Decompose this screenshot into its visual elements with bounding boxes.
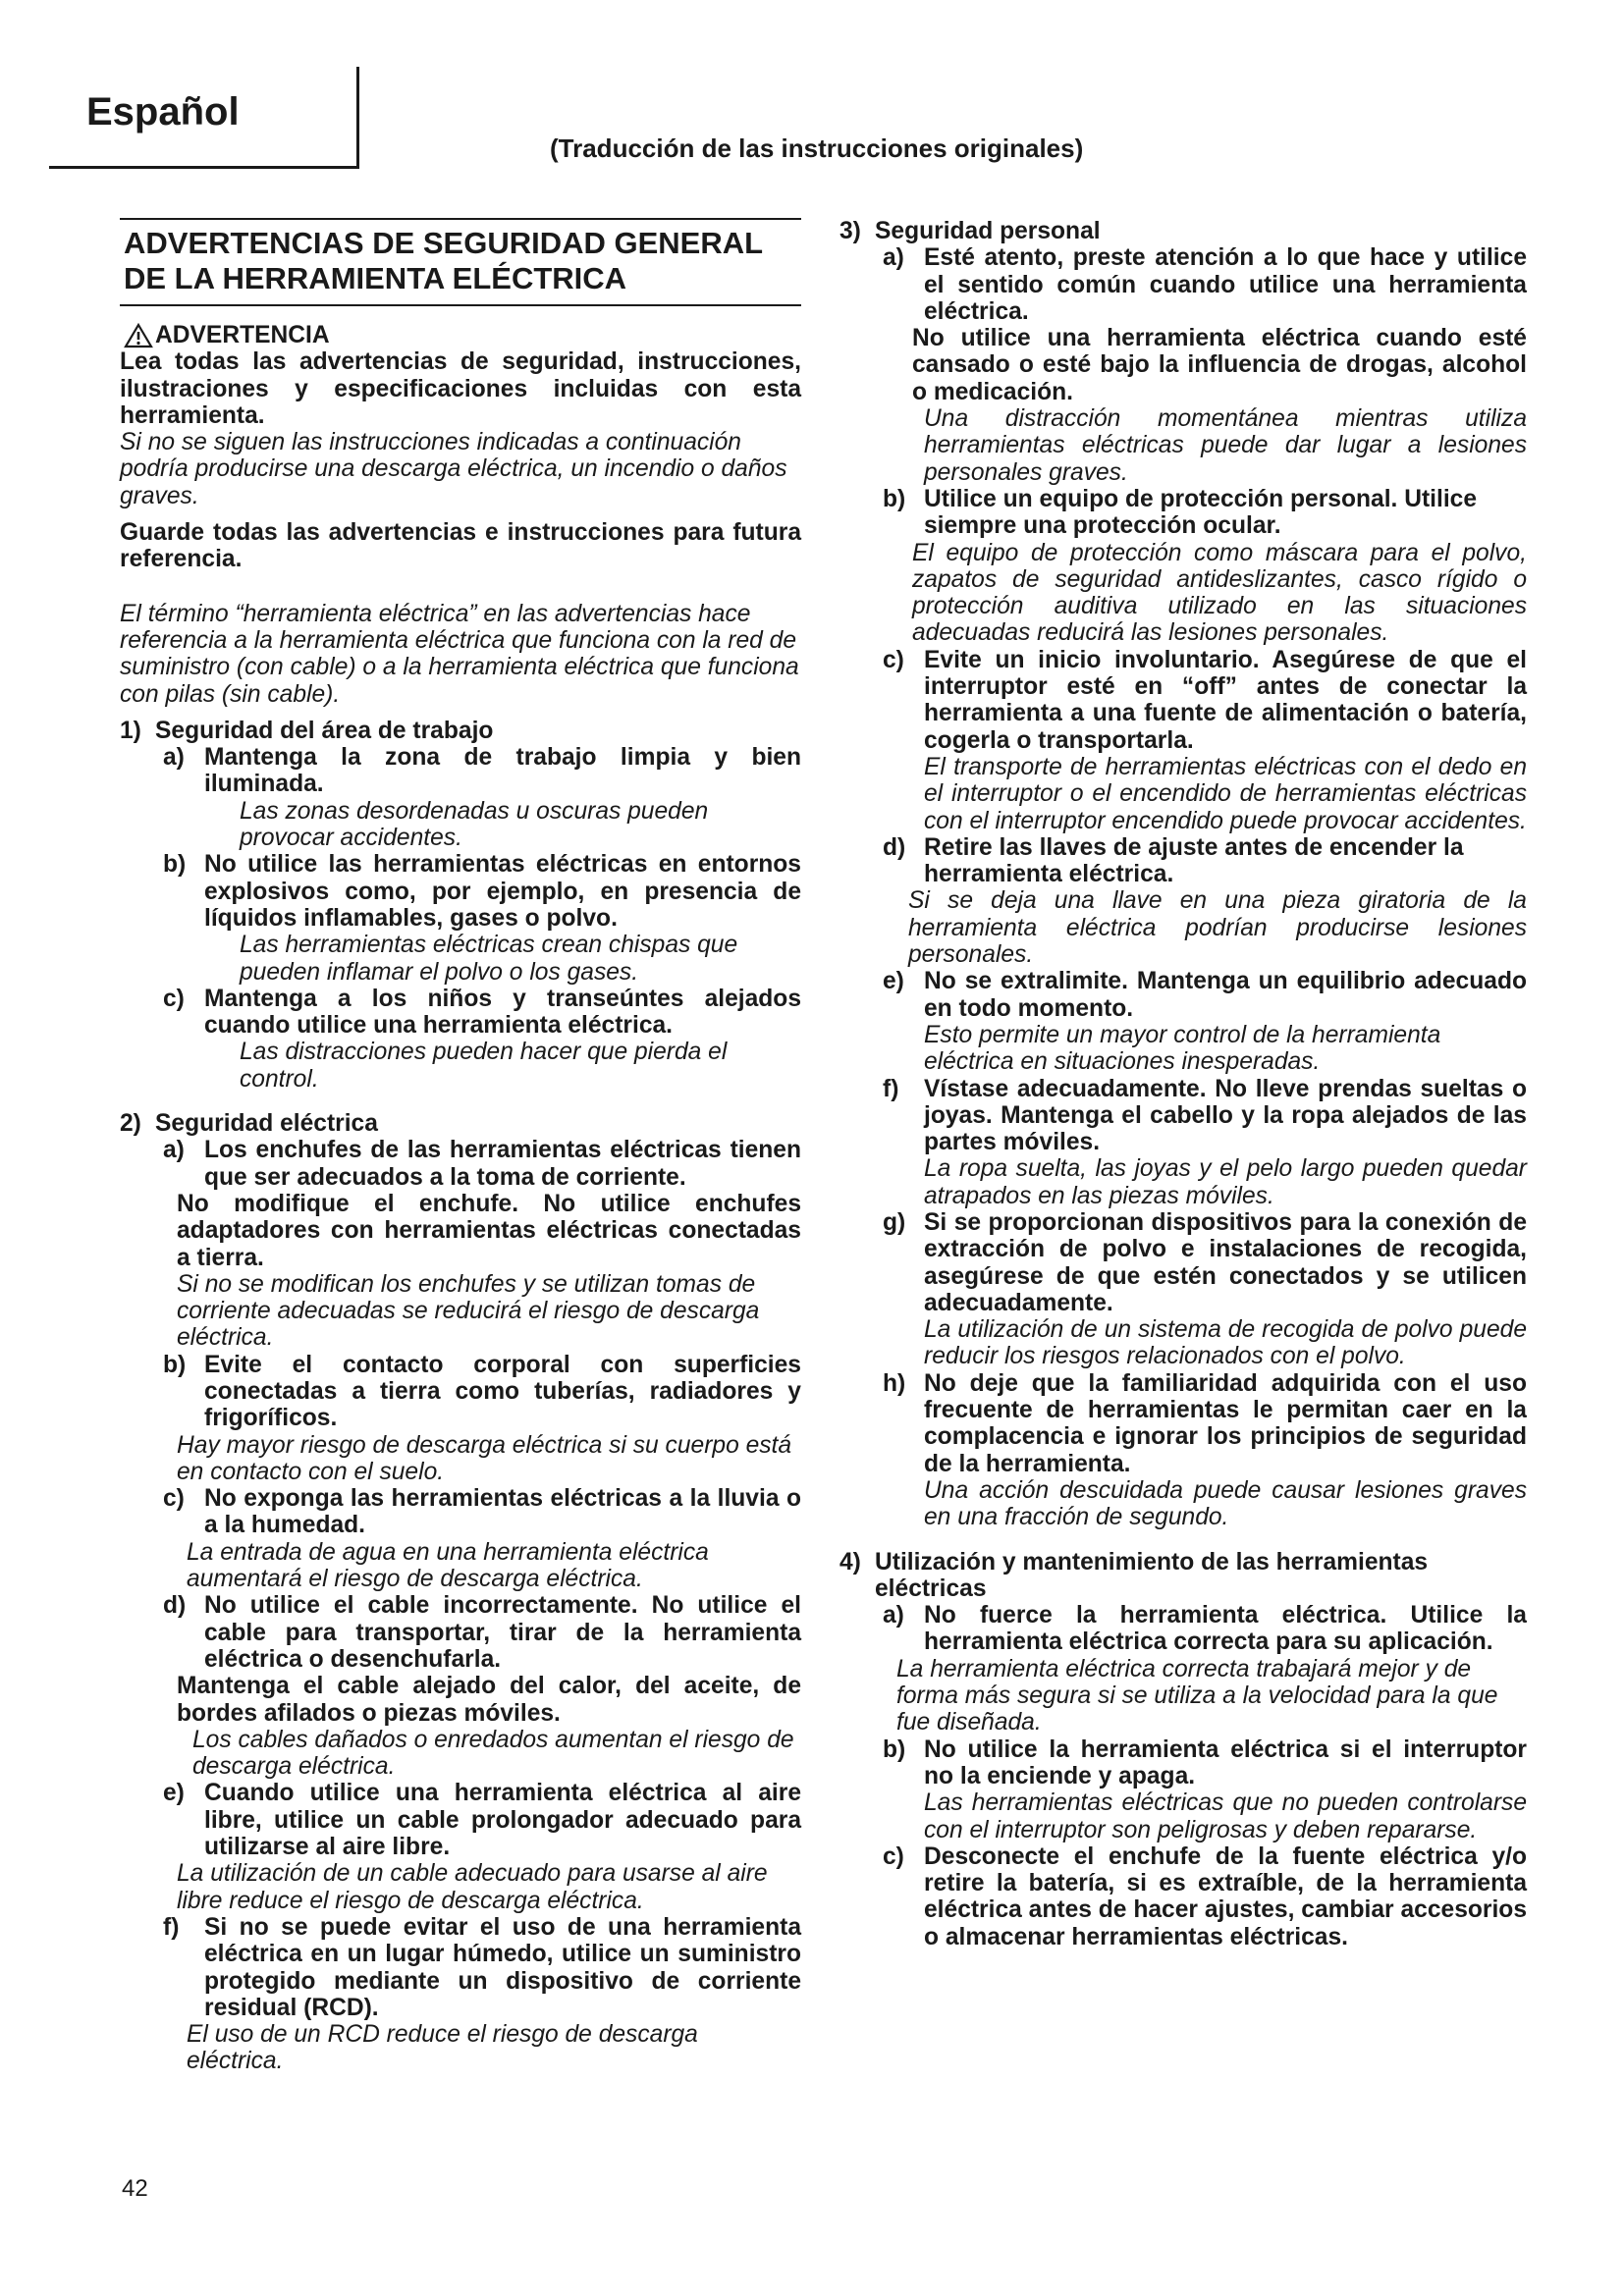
list-item: a) Los enchufes de las herramientas eléctricas tienen que ser adecuados a la toma de corriente. — [163, 1137, 801, 1191]
list-item: h) No deje que la familiaridad adquirida con el uso frecuente de herramientas le permitan caer en la complacencia e ignorar los principios de seguridad de la herramienta. — [883, 1369, 1527, 1477]
page-number: 42 — [122, 2175, 148, 2202]
left-column — [120, 218, 801, 2075]
list-item: a) Esté atento, preste atención a lo que hace y utilice el sentido común cuando utilice una herramienta eléctrica. — [883, 244, 1527, 325]
section-3-items: a) Esté atento, preste atención a lo que hace y utilice el sentido común cuando utilice una herramienta eléctrica. No utilice una herramienta eléctrica cuando esté cansado o esté bajo la influencia de drogas, alcohol o medicación. Una distracción momentánea mientras utiliza herramientas eléctricas puede dar lugar a lesiones personales graves. b) Utilice un equipo de protección personal. Utilice siempre una protección ocular. El equipo de protección como máscara para el polvo, zapatos de seguridad antideslizantes, casco rígido o protección auditiva utilizado en las situaciones adecuadas reducirá las lesiones personales. c) Evite un inicio involuntario. Asegúrese de que el interruptor esté en “off” antes de conectar la herramienta a una fuente de alimentación o batería, cogerla o transportarla. El transporte de herramientas eléctricas con el dedo en el interruptor o el encendido de herramientas eléctricas con el interruptor encendido puede provocar accidentes. d) Retire las llaves de ajuste antes de encender la herramienta eléctrica. Si se deja una llave en una pieza giratoria de la herramienta eléctrica podrían producirse lesiones personales. e) No se extralimite. Mantenga un equilibrio adecuado en todo momento. Esto permite un mayor control de la herramienta eléctrica en situaciones inesperadas. f) Vístase adecuadamente. No lleve prendas sueltas o joyas. Mantenga el cabello y la ropa alejados de las partes móviles. La ropa suelta, las joyas y el pelo largo pueden quedar atrapados en las piezas móviles. g) Si se proporcionan dispositivos para la conexión de extracción de polvo e instalaciones de recogida, asegúrese de que estén conectados y se utilicen adecuadamente. La utilización de un sistema de recogida de polvo puede reducir los riesgos relacionados con el polvo. h) No deje que la familiaridad adquirida con el uso frecuente de herramientas le permitan caer en la complacencia e ignorar los principios de seguridad de la herramienta. Una acción descuidada puede causar lesiones graves en una fracción de segundo. — [883, 244, 1527, 1531]
warning-text: Lea todas las advertencias de seguridad, instrucciones, ilustraciones y especificaciones incluidas con esta herramienta. — [120, 348, 801, 429]
list-item: f) Si no se puede evitar el uso de una herramienta eléctrica en un lugar húmedo, utilice un suministro protegido mediante un dispositivo de corriente residual (RCD). — [163, 1913, 801, 2021]
section-1-heading: 1) Seguridad del área de trabajo — [120, 717, 494, 744]
section-4-items: a) No fuerce la herramienta eléctrica. Utilice la herramienta eléctrica correcta para su aplicación. La herramienta eléctrica correcta trabajará mejor y de forma más segura si se utiliza a la velocidad para la que fue diseñada. b) No utilice la herramienta eléctrica si el interruptor no la enciende y apaga. Las herramientas eléctricas que no pueden controlarse con el interruptor son peligrosas y deben repararse. c) Desconecte el enchufe de la fuente eléctrica y/o retire la batería, si es extraíble, de la herramienta eléctrica antes de hacer ajustes, cambiar accesorios o almacenar herramientas eléctricas. — [883, 1602, 1527, 1950]
list-item: a) Mantenga la zona de trabajo limpia y bien iluminada. — [163, 744, 801, 798]
warning-triangle-icon — [124, 323, 153, 348]
list-item: b) No utilice la herramienta eléctrica si el interruptor no la enciende y apaga. — [883, 1735, 1527, 1789]
list-item: e) No se extralimite. Mantenga un equilibrio adecuado en todo momento. — [883, 968, 1527, 1022]
term-definition: El término “herramienta eléctrica” en las advertencias hace referencia a la herramienta eléctrica que funciona con la red de suministro (con cable) o a la herramienta eléctrica que funciona con pilas (sin cable). — [120, 600, 799, 708]
translation-subtitle: (Traducción de las instrucciones originales) — [550, 133, 1084, 163]
list-item: b) Utilice un equipo de protección personal. Utilice siempre una protección ocular. — [883, 485, 1478, 540]
warning-label: ADVERTENCIA — [155, 322, 330, 348]
list-item: d) No utilice el cable incorrectamente. No utilice el cable para transportar, tirar de la herramienta eléctrica o desenchufarla. — [163, 1592, 801, 1673]
list-item: e) Cuando utilice una herramienta eléctrica al aire libre, utilice un cable prolongador adecuado para utilizarse al aire libre. — [163, 1780, 801, 1861]
section-3-heading: 3) Seguridad personal — [839, 218, 1101, 244]
list-item: d) Retire las llaves de ajuste antes de encender la herramienta eléctrica. — [883, 833, 1464, 888]
warning-heading — [124, 322, 801, 348]
list-item: b) Evite el contacto corporal con superficies conectadas a tierra como tuberías, radiadores y frigoríficos. — [163, 1351, 801, 1432]
list-item: c) Desconecte el enchufe de la fuente eléctrica y/o retire la batería, si es extraíble, de la herramienta eléctrica antes de hacer ajustes, cambiar accesorios o almacenar herramientas eléctricas. — [883, 1842, 1527, 1950]
list-item: c) No exponga las herramientas eléctricas a la lluvia o a la humedad. — [163, 1485, 801, 1539]
language-label: Español — [86, 90, 240, 133]
list-item: f) Vístase adecuadamente. No lleve prendas sueltas o joyas. Mantenga el cabello y la ropa alejados de las partes móviles. — [883, 1075, 1527, 1156]
section-2-heading: 2) Seguridad eléctrica — [120, 1110, 378, 1138]
section-1-items: a) Mantenga la zona de trabajo limpia y bien iluminada. Las zonas desordenadas u oscuras pueden provocar accidentes. b) No utilice las herramientas eléctricas en entornos explosivos como, por ejemplo, en presencia de líquidos inflamables, gases o polvo. Las herramientas eléctricas crean chispas que pueden inflamar el polvo o los gases. c) Mantenga a los niños y transeúntes alejados cuando utilice una herramienta eléctrica. Las distracciones pueden hacer que pierda el control. — [163, 744, 801, 1093]
section-4-heading: 4) Utilización y mantenimiento de las herramientas eléctricas — [839, 1548, 1429, 1602]
right-column — [839, 218, 1527, 1950]
list-item: a) No fuerce la herramienta eléctrica. Utilice la herramienta eléctrica correcta para su aplicación. — [883, 1602, 1527, 1656]
list-item: g) Si se proporcionan dispositivos para la conexión de extracción de polvo e instalaciones de recogida, asegúrese de que estén conectados y se utilicen adecuadamente. — [883, 1208, 1527, 1316]
list-item: c) Evite un inicio involuntario. Asegúrese de que el interruptor esté en “off” antes de conectar la herramienta a una fuente de alimentación o batería, cogerla o transportarla. — [883, 646, 1527, 754]
section-2-items: a) Los enchufes de las herramientas eléctricas tienen que ser adecuados a la toma de corriente. No modifique el enchufe. No utilice enchufes adaptadores con herramientas eléctricas conectadas a tierra. Si no se modifican los enchufes y se utilizan tomas de corriente adecuadas se reducirá el riesgo de descarga eléctrica. b) Evite el contacto corporal con superficies conectadas a tierra como tuberías, radiadores y frigoríficos. Hay mayor riesgo de descarga eléctrica si su cuerpo está en contacto con el suelo. c) No exponga las herramientas eléctricas a la lluvia o a la humedad. La entrada de agua en una herramienta eléctrica aumentará el riesgo de descarga eléctrica. d) No utilice el cable incorrectamente. No utilice el cable para transportar, tirar de la herramienta eléctrica o desenchufarla. Mantenga el cable alejado del calor, del aceite, de bordes afilados o piezas móviles. Los cables dañados o enredados aumentan el riesgo de descarga eléctrica. e) Cuando utilice una herramienta eléctrica al aire libre, utilice un cable prolongador adecuado para utilizarse al aire libre. La utilización de un cable adecuado para usarse al aire libre reduce el riesgo de descarga eléctrica. f) Si no se puede evitar el uso de una herramienta eléctrica en un lugar húmedo, utilice un suministro protegido mediante un dispositivo de corriente residual (RCD). El uso de un RCD reduce el riesgo de descarga eléctrica. — [163, 1137, 801, 2075]
warning-consequence: Si no se siguen las instrucciones indicadas a continuación podría producirse una descarga eléctrica, un incendio o daños graves. — [120, 429, 787, 509]
list-item: b) No utilice las herramientas eléctricas en entornos explosivos como, por ejemplo, en presencia de líquidos inflamables, gases o polvo. — [163, 851, 801, 932]
section-title: ADVERTENCIAS DE SEGURIDAD GENERAL DE LA HERRAMIENTA ELÉCTRICA — [120, 218, 801, 306]
list-item: c) Mantenga a los niños y transeúntes alejados cuando utilice una herramienta eléctrica. — [163, 985, 801, 1040]
save-instructions-note: Guarde todas las advertencias e instrucciones para futura referencia. — [120, 519, 801, 573]
